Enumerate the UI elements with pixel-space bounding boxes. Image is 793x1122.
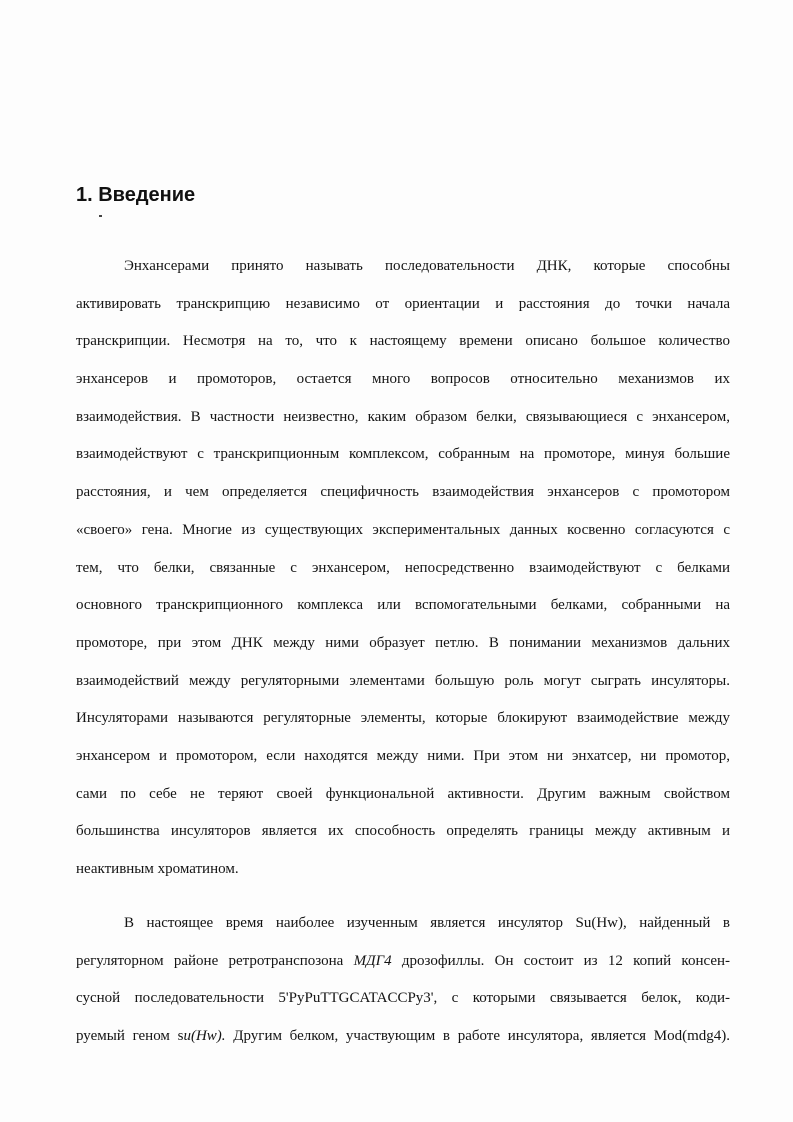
text-line: В настоящее время наиболее изученным является инсулятор Su(Hw), найденный в [124, 915, 730, 931]
section-heading: 1. Введение [76, 184, 196, 206]
text-line: взаимодействуют с транскрипционным комплексом, собранным на промоторе, минуя большие [76, 446, 730, 463]
text-fragment: регуляторном районе ретротранспозона [76, 952, 354, 969]
text-fragment: руемый геном s [76, 1028, 184, 1045]
text-line: расстояния, и чем определяется специфичность взаимодействия энхансеров с промотором [76, 484, 730, 501]
text-line: промоторе, при этом ДНК между ними образует петлю. В понимании механизмов дальних [76, 634, 730, 651]
text-line: взаимодействия. В частности неизвестно, каким образом белки, связывающиеся с энхансером, [76, 408, 730, 425]
introduction-paragraph-1 [76, 248, 730, 889]
text-fragment: Другим белком, участвующим в работе инсулятора, является Mod(mdg4). [225, 1028, 730, 1045]
text-line: большинства инсуляторов является их способность определять границы между активным и [76, 823, 730, 840]
text-line: неактивным хроматином. [76, 861, 239, 877]
text-line: транскрипции. Несмотря на то, что к настоящему времени описано большое количество [76, 333, 730, 350]
text-line: «своего» гена. Многие из существующих экспериментальных данных косвенно согласуются с [76, 521, 730, 538]
scan-speck [99, 215, 102, 217]
text-line: основного транскрипционного комплекса или вспомогательными белками, собранными на [76, 597, 730, 614]
text-line: сусной последовательности 5'PyPuTTGCATACCPy3', с которыми связывается белок, коди- [76, 990, 730, 1007]
text-line: взаимодействий между регуляторными элементами большую роль могут сыграть инсуляторы. [76, 672, 730, 689]
text-line: сами по себе не теряют своей функциональной активности. Другим важным свойством [76, 785, 730, 802]
text-line: Инсуляторами называются регуляторные элементы, которые блокируют взаимодействие между [76, 710, 730, 727]
text-line [76, 1018, 730, 1056]
text-line: энхансеров и промоторов, остается много вопросов относительно механизмов их [76, 371, 730, 388]
text-fragment: дрозофиллы. Он состоит из 12 копий консен- [391, 952, 730, 969]
text-line: активировать транскрипцию независимо от ориентации и расстояния до точки начала [76, 295, 730, 312]
italic-term: u(Hw). [183, 1028, 226, 1045]
text-line: тем, что белки, связанные с энхансером, непосредственно взаимодействуют с белками [76, 559, 730, 576]
text-line: энхансером и промотором, если находятся между ними. При этом ни энхатсер, ни промотор, [76, 747, 730, 764]
italic-term: МДГ4 [353, 952, 392, 969]
text-line: Энхансерами принято называть последовательности ДНК, которые способны [124, 258, 730, 274]
introduction-paragraph-2 [76, 905, 730, 1056]
text-line [76, 943, 730, 981]
